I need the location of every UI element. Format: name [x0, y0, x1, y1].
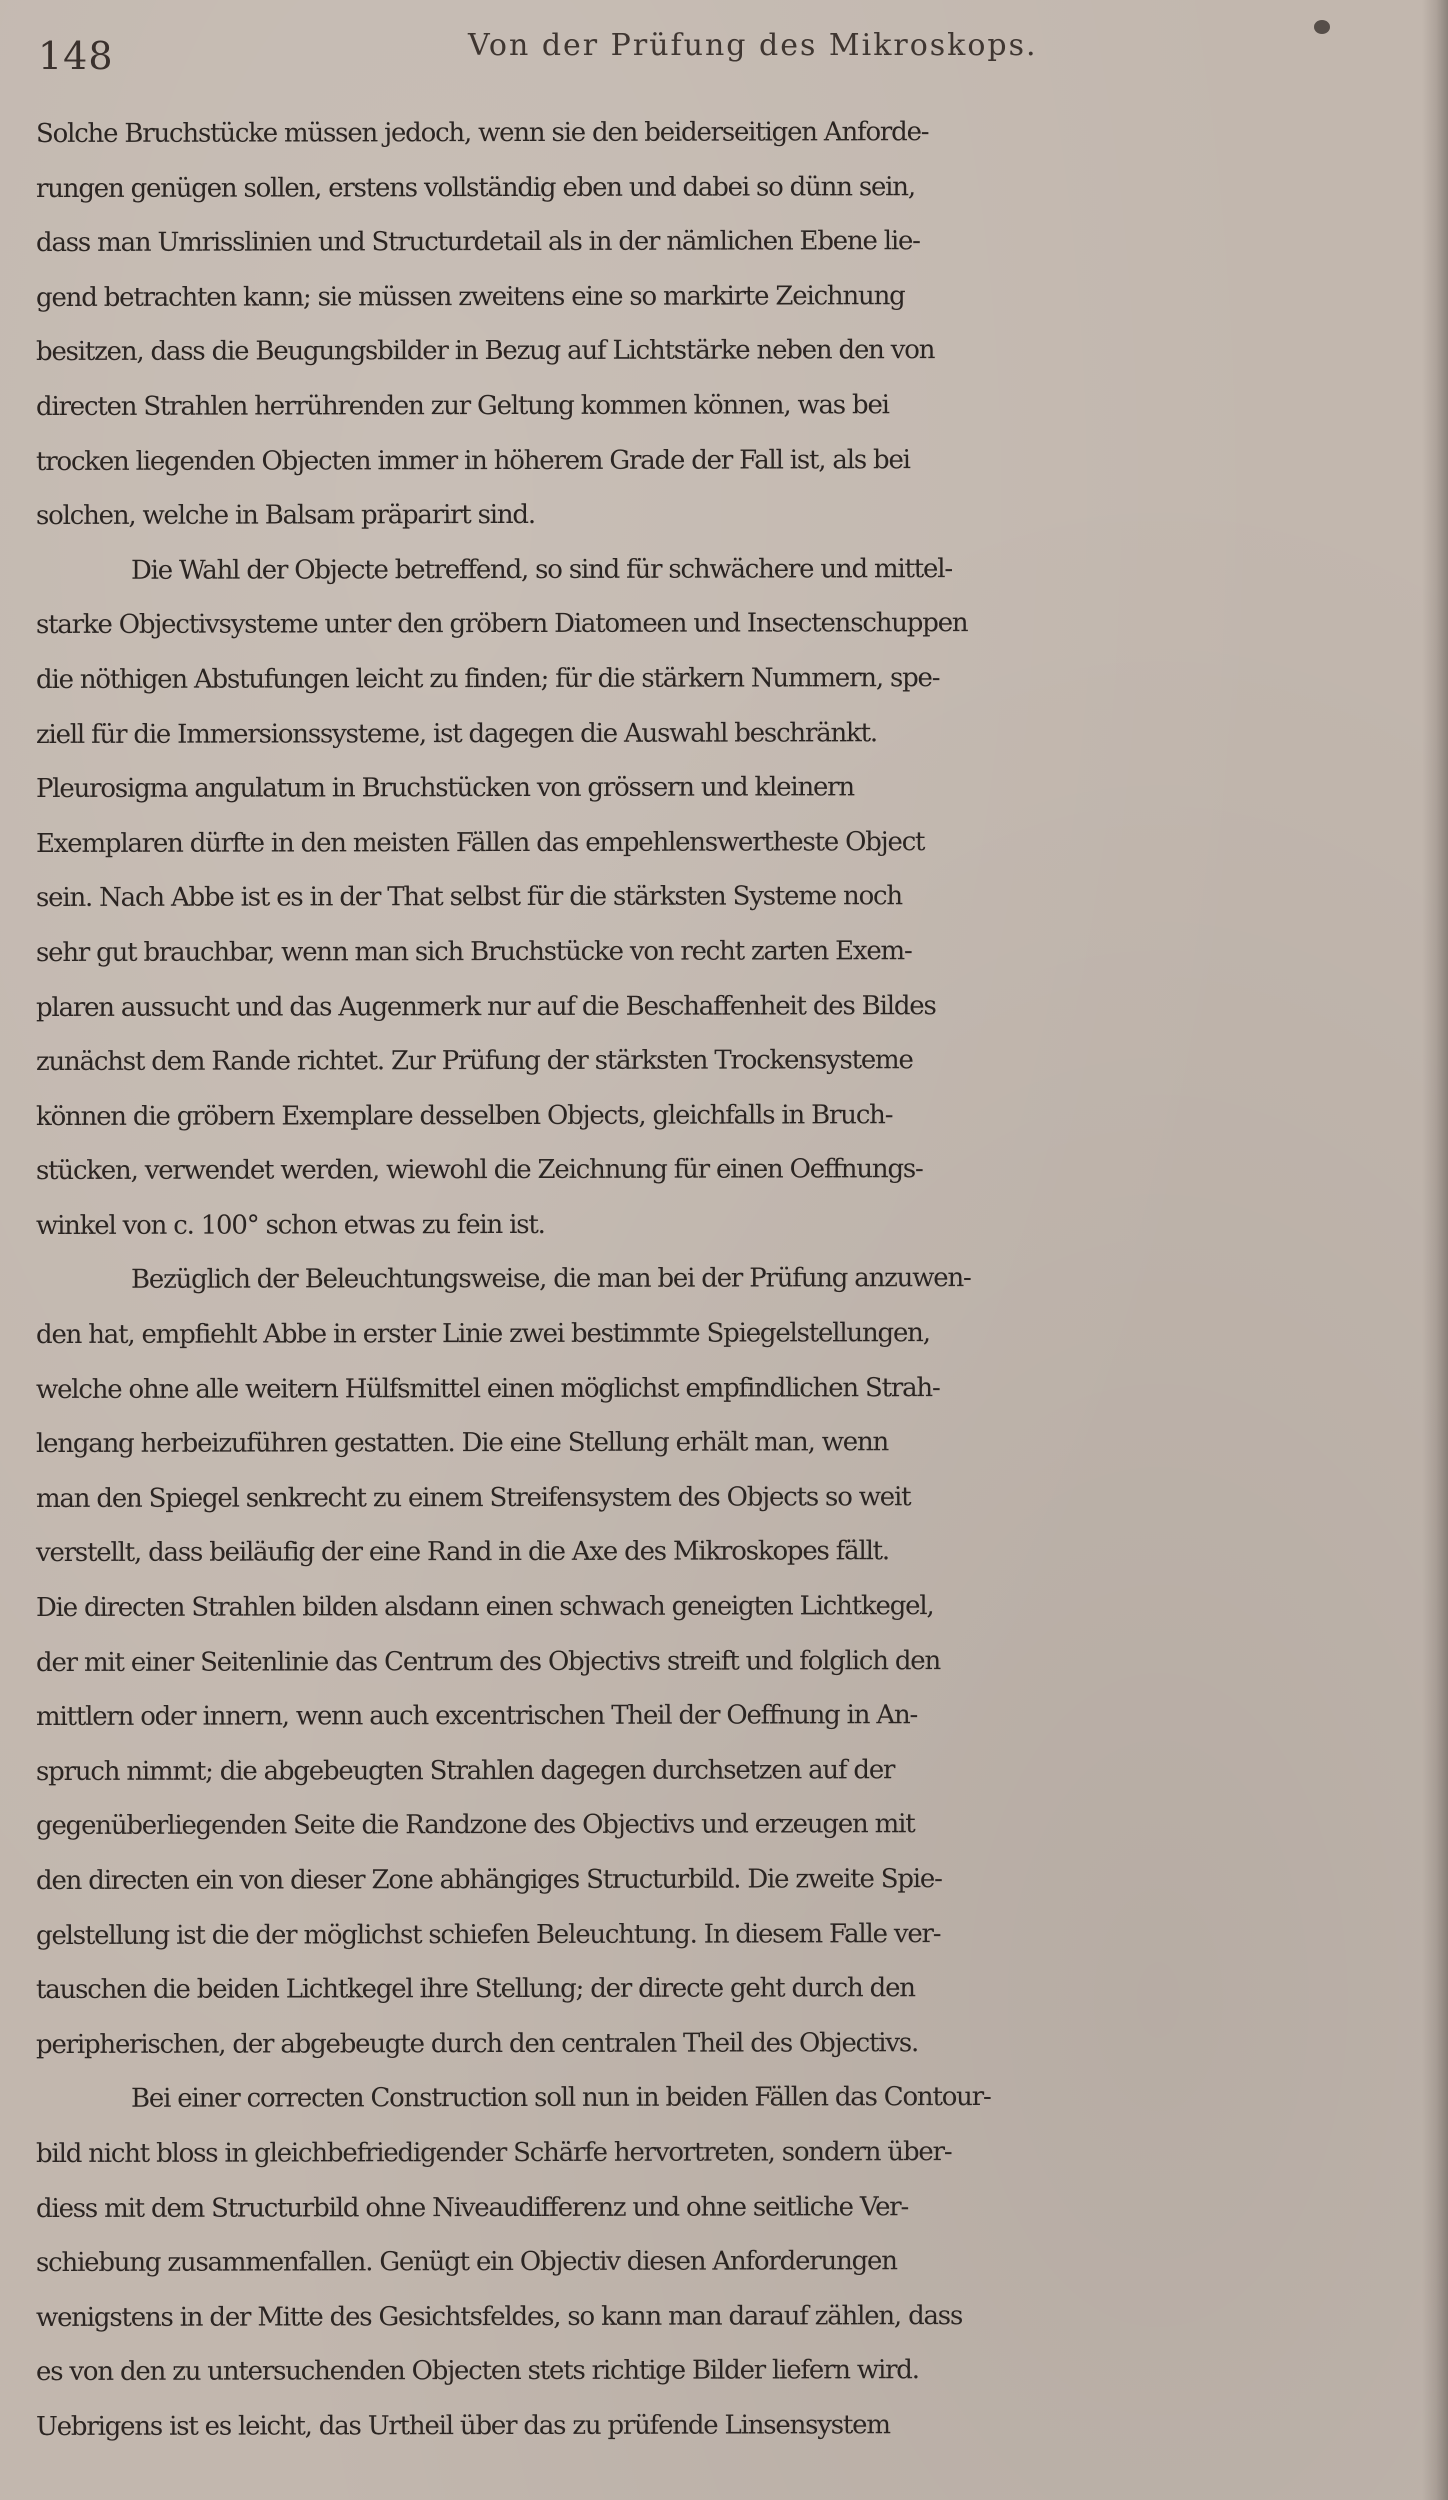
text-line: besitzen, dass die Beugungsbilder in Bezug auf Lichtstärke neben den von: [35, 335, 935, 368]
page-number: 148: [38, 34, 114, 78]
text-line: gelstellung ist die der möglichst schiefen Beleuchtung. In diesem Falle ver-: [35, 1918, 941, 1951]
text-line: gegenüberliegenden Seite die Randzone des Objectivs und erzeugen mit: [35, 1809, 915, 1842]
text-line: Solche Bruchstücke müssen jedoch, wenn sie den beiderseitigen Anforde-: [35, 117, 929, 149]
text-line: directen Strahlen herrührenden zur Geltung kommen können, was bei: [35, 390, 889, 422]
text-line: die nöthigen Abstufungen leicht zu finden; für die stärkern Nummern, spe-: [35, 663, 940, 695]
text-line: Bezüglich der Beleuchtungsweise, die man bei der Prüfung anzuwen-: [130, 1263, 971, 1296]
text-line: sein. Nach Abbe ist es in der That selbst für die stärksten Systeme noch: [35, 881, 902, 914]
text-line: dass man Umrisslinien und Structurdetail als in der nämlichen Ebene lie-: [35, 226, 920, 259]
text-line: trocken liegenden Objecten immer in höherem Grade der Fall ist, als bei: [35, 444, 910, 477]
text-line: Die Wahl der Objecte betreffend, so sind für schwächere und mittel-: [130, 553, 952, 586]
text-line: gend betrachten kann; sie müssen zweitens eine so markirte Zeichnung: [35, 280, 905, 313]
text-line: können die gröbern Exemplare desselben Objects, gleichfalls in Bruch-: [35, 1099, 893, 1132]
text-line: stücken, verwendet werden, wiewohl die Zeichnung für einen Oeffnungs-: [35, 1154, 923, 1187]
text-line: mittlern oder innern, wenn auch excentrischen Theil der Oeffnung in An-: [35, 1700, 918, 1733]
text-line: diess mit dem Structurbild ohne Niveaudifferenz und ohne seitliche Ver-: [35, 2191, 909, 2224]
text-line: rungen genügen sollen, erstens vollständig eben und dabei so dünn sein,: [35, 171, 915, 204]
text-line: verstellt, dass beiläufig der eine Rand in die Axe des Mikroskopes fällt.: [35, 1536, 890, 1569]
text-line: peripherischen, der abgebeugte durch den centralen Theil des Objectivs.: [35, 2027, 919, 2060]
text-line: Bei einer correcten Construction soll nun in beiden Fällen das Contour-: [130, 2082, 991, 2115]
text-line: schiebung zusammenfallen. Genügt ein Objectiv diesen Anforderungen: [35, 2246, 897, 2279]
running-head: [38, 26, 1408, 76]
text-line: Pleurosigma angulatum in Bruchstücken von grössern und kleinern: [35, 772, 854, 805]
text-line: man den Spiegel senkrecht zu einem Streifensystem des Objects so weit: [35, 1482, 911, 1514]
text-line: solchen, welche in Balsam präparirt sind.: [35, 500, 535, 532]
text-line: bild nicht bloss in gleichbefriedigender Schärfe hervortreten, sondern über-: [35, 2137, 952, 2169]
text-line: winkel von c. 100° schon etwas zu fein ist.: [35, 1209, 545, 1241]
text-line: lengang herbeizuführen gestatten. Die eine Stellung erhält man, wenn: [35, 1427, 889, 1460]
text-line: es von den zu untersuchenden Objecten stets richtige Bilder liefern wird.: [35, 2355, 919, 2388]
text-line: den hat, empfiehlt Abbe in erster Linie zwei bestimmte Spiegelstellungen,: [35, 1318, 930, 1351]
text-line: Uebrigens ist es leicht, das Urtheil über das zu prüfende Linsensystem: [35, 2410, 890, 2442]
text-line: der mit einer Seitenlinie das Centrum des Objectivs streift und folglich den: [35, 1645, 941, 1678]
text-line: Die directen Strahlen bilden alsdann einen schwach geneigten Lichtkegel,: [35, 1591, 934, 1624]
text-line: wenigstens in der Mitte des Gesichtsfeldes, so kann man darauf zählen, dass: [35, 2300, 963, 2333]
running-title: Von der Prüfung des Mikroskops.: [468, 28, 1038, 63]
text-line: Exemplaren dürfte in den meisten Fällen das empehlenswertheste Object: [35, 826, 925, 859]
text-line: spruch nimmt; die abgebeugten Strahlen dagegen durchsetzen auf der: [35, 1755, 895, 1787]
body-text: [36, 107, 1436, 2455]
text-line: tauschen die beiden Lichtkegel ihre Stellung; der directe geht durch den: [35, 1973, 915, 2006]
text-line: welche ohne alle weitern Hülfsmittel einen möglichst empfindlichen Strah-: [35, 1372, 940, 1405]
text-line: den directen ein von dieser Zone abhängiges Structurbild. Die zweite Spie-: [35, 1864, 942, 1896]
text-line: zunächst dem Rande richtet. Zur Prüfung der stärksten Trockensysteme: [35, 1045, 913, 1078]
text-line: sehr gut brauchbar, wenn man sich Bruchstücke von recht zarten Exem-: [35, 936, 912, 968]
text-line: starke Objectivsysteme unter den gröbern Diatomeen und Insectenschuppen: [35, 608, 968, 641]
text-line: ziell für die Immersionssysteme, ist dagegen die Auswahl beschränkt.: [35, 717, 877, 750]
text-line: plaren aussucht und das Augenmerk nur auf die Beschaffenheit des Bildes: [35, 990, 936, 1023]
